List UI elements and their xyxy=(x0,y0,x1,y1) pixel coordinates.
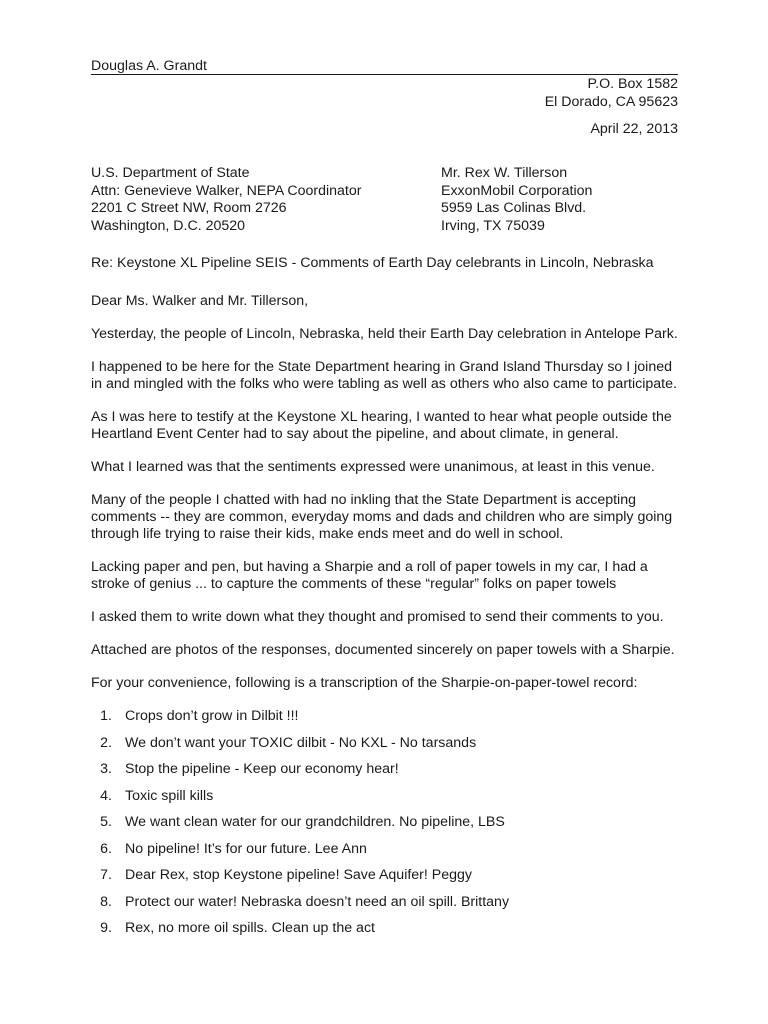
body-paragraph: I asked them to write down what they thought and promised to send their comments to you. xyxy=(91,609,664,625)
list-item xyxy=(91,735,678,762)
recipient-left-line4: Washington, D.C. 20520 xyxy=(91,217,246,234)
sender-address-line2: El Dorado, CA 95623 xyxy=(544,94,678,110)
salutation: Dear Ms. Walker and Mr. Tillerson, xyxy=(91,293,309,309)
list-item xyxy=(91,761,678,788)
subject-line: Re: Keystone XL Pipeline SEIS - Comments of Earth Day celebrants in Lincoln, Nebraska xyxy=(91,255,654,271)
list-item xyxy=(91,867,678,894)
list-item-number: 6. xyxy=(100,840,112,857)
list-item-text: We don’t want your TOXIC dilbit - No KXL - No tarsands xyxy=(125,734,477,751)
list-item-number: 1. xyxy=(100,708,112,724)
recipient-left-line2: Attn: Genevieve Walker, NEPA Coordinator xyxy=(91,182,362,199)
list-item-text: Rex, no more oil spills. Clean up the act xyxy=(125,920,375,936)
recipient-left-line3: 2201 C Street NW, Room 2726 xyxy=(91,200,287,216)
list-item xyxy=(91,814,678,841)
recipient-right-line2: ExxonMobil Corporation xyxy=(441,182,593,199)
body-paragraph: Attached are photos of the responses, documented sincerely on paper towels with a Sharpie. xyxy=(91,642,675,658)
body-paragraph: I happened to be here for the State Department hearing in Grand Island Thursday so I joined in and mingled with the folks who were tabling as well as others who also came to participate. xyxy=(91,359,677,392)
list-item-text: No pipeline! It’s for our future. Lee Ann xyxy=(125,840,367,857)
letter xyxy=(91,58,678,947)
recipient-right-line3: 5959 Las Colinas Blvd. xyxy=(441,200,587,216)
list-item-text: Crops don’t grow in Dilbit !!! xyxy=(125,708,299,724)
sender-address-line1: P.O. Box 1582 xyxy=(587,76,678,92)
list-item xyxy=(91,788,678,815)
list-item-number: 8. xyxy=(100,893,112,910)
body-paragraph: What I learned was that the sentiments expressed were unanimous, at least in this venue. xyxy=(91,459,655,475)
list-item-number: 5. xyxy=(100,814,112,830)
list-item xyxy=(91,920,678,947)
recipient-state-department xyxy=(91,165,441,235)
sender-address xyxy=(91,75,678,111)
list-item-number: 2. xyxy=(100,734,112,751)
list-item-number: 3. xyxy=(100,761,112,777)
list-item xyxy=(91,708,678,735)
recipient-right-line1: Mr. Rex W. Tillerson xyxy=(441,165,568,181)
body-paragraph: Lacking paper and pen, but having a Sharpie and a roll of paper towels in my car, I had a stroke of genius ... to capture the comments of these “regular” folks on paper towels xyxy=(91,559,648,592)
list-item-text: Dear Rex, stop Keystone pipeline! Save Aquifer! Peggy xyxy=(125,867,473,883)
body-paragraph: Yesterday, the people of Lincoln, Nebraska, held their Earth Day celebration in Antelope Park. xyxy=(91,326,678,342)
recipient-right-line4: Irving, TX 75039 xyxy=(441,217,545,234)
list-item-text: Protect our water! Nebraska doesn’t need an oil spill. Brittany xyxy=(125,893,510,910)
list-item-number: 7. xyxy=(100,867,112,883)
comments-list xyxy=(91,708,678,947)
recipients-block xyxy=(91,165,678,235)
sender-name: Douglas A. Grandt xyxy=(91,58,207,74)
list-item-text: We want clean water for our grandchildren. No pipeline, LBS xyxy=(125,814,505,830)
body-paragraph: As I was here to testify at the Keystone XL hearing, I wanted to hear what people outside the Heartland Event Center had to say about the pipeline, and about climate, in general. xyxy=(91,409,672,442)
letter-date: April 22, 2013 xyxy=(590,121,678,137)
body-paragraph: For your convenience, following is a transcription of the Sharpie-on-paper-towel record: xyxy=(91,675,638,691)
recipient-left-line1: U.S. Department of State xyxy=(91,165,250,181)
list-item xyxy=(91,841,678,868)
list-item-number: 4. xyxy=(100,787,112,804)
list-item-text: Toxic spill kills xyxy=(125,787,214,804)
letterhead-rule xyxy=(91,58,678,75)
recipient-exxonmobil xyxy=(441,165,678,235)
body-paragraph: Many of the people I chatted with had no inkling that the State Department is accepting comments -- they are common, everyday moms and dads and children who are simply going through life trying to raise their kids, make ends meet and do well in school. xyxy=(91,492,673,542)
list-item xyxy=(91,894,678,921)
list-item-number: 9. xyxy=(100,920,112,936)
list-item-text: Stop the pipeline - Keep our economy hear! xyxy=(125,761,399,777)
